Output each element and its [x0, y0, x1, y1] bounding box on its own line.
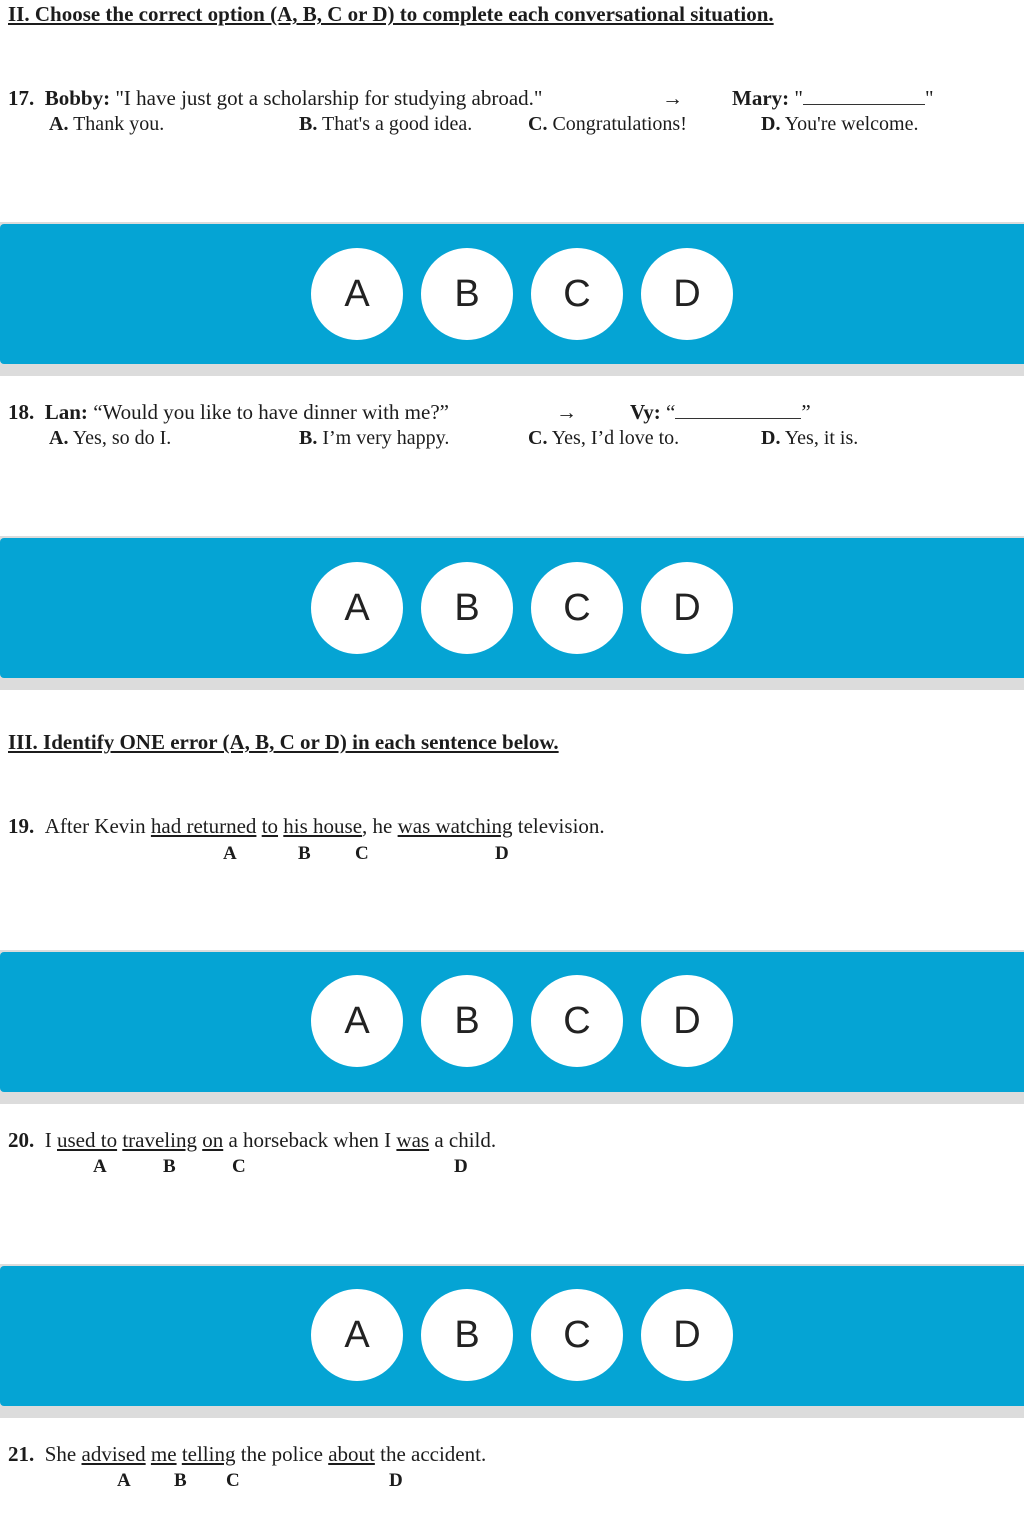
option-17-c: [528, 113, 687, 136]
option-18-c: [528, 427, 679, 450]
section-3-heading: III. Identify ONE error (A, B, C or D) in each sentence below.: [8, 730, 559, 754]
error-option-d: was watching: [397, 814, 513, 838]
sentence-part: the accident.: [380, 1442, 487, 1466]
sentence-part: After Kevin: [44, 814, 146, 838]
option-17-b: [299, 113, 472, 136]
sentence-part: a horseback when I: [228, 1128, 392, 1152]
close-quote: ”: [801, 400, 811, 424]
error-label-c: C: [226, 1470, 240, 1491]
question-17-prompt: "I have just got a scholarship for studying abroad.": [115, 86, 543, 110]
sentence-part: television.: [517, 814, 605, 838]
option-letter: A.: [49, 427, 69, 449]
section-2-heading: II. Choose the correct option (A, B, C or D) to complete each conversational situation.: [8, 2, 774, 26]
question-number: 17.: [8, 86, 35, 110]
option-18-d: [761, 427, 858, 450]
question-number: 19.: [8, 814, 35, 838]
error-option-b: traveling: [122, 1128, 197, 1152]
question-number: 20.: [8, 1128, 35, 1152]
error-option-a: advised: [81, 1442, 146, 1466]
option-text: I’m very happy.: [322, 427, 450, 449]
sentence-part: the police: [240, 1442, 323, 1466]
blank-line: [803, 104, 925, 105]
error-label-c: C: [232, 1156, 246, 1177]
speaker-bobby: Bobby:: [44, 86, 111, 110]
error-label-c: C: [355, 843, 369, 864]
sentence-part: , he: [362, 814, 393, 838]
sentence-part: She: [44, 1442, 77, 1466]
error-option-b: me: [150, 1442, 177, 1466]
option-text: Yes, I’d love to.: [551, 427, 680, 449]
answer-c-button-20[interactable]: C: [531, 1289, 623, 1381]
answer-d-button-20[interactable]: D: [641, 1289, 733, 1381]
blank-line: [675, 418, 801, 419]
error-option-c: telling: [181, 1442, 236, 1466]
answer-b-button-20[interactable]: B: [421, 1289, 513, 1381]
answer-a-button-19[interactable]: A: [311, 975, 403, 1067]
question-21-text: [8, 1442, 486, 1467]
arrow: →: [556, 400, 577, 424]
question-18-prompt: “Would you like to have dinner with me?”: [93, 400, 449, 424]
sentence-part: a child.: [434, 1128, 497, 1152]
speaker-mary: Mary:: [732, 86, 790, 110]
error-label-a: A: [93, 1156, 107, 1177]
answer-b-button-18[interactable]: B: [421, 562, 513, 654]
answer-d-button-17[interactable]: D: [641, 248, 733, 340]
arrow: →: [662, 86, 683, 110]
question-card-17: [0, 0, 1024, 222]
error-option-a: had returned: [150, 814, 257, 838]
error-label-d: D: [389, 1470, 403, 1491]
question-number: 21.: [8, 1442, 35, 1466]
option-letter: A.: [49, 113, 69, 135]
answer-c-button-18[interactable]: C: [531, 562, 623, 654]
close-quote: ": [924, 86, 934, 110]
error-option-d: was: [396, 1128, 430, 1152]
sentence-part: I: [44, 1128, 52, 1152]
option-18-a: [49, 427, 171, 450]
answer-a-button-18[interactable]: A: [311, 562, 403, 654]
error-label-a: A: [223, 843, 237, 864]
question-card-20: [0, 1104, 1024, 1264]
error-label-a: A: [117, 1470, 131, 1491]
answer-a-button-17[interactable]: A: [311, 248, 403, 340]
option-17-d: [761, 113, 919, 136]
question-20-text: [8, 1128, 496, 1153]
answer-d-button-19[interactable]: D: [641, 975, 733, 1067]
question-card-21: [0, 1418, 1024, 1516]
error-label-b: B: [163, 1156, 176, 1177]
option-text: Yes, it is.: [784, 427, 859, 449]
answer-b-button-17[interactable]: B: [421, 248, 513, 340]
answer-d-button-18[interactable]: D: [641, 562, 733, 654]
error-option-a: used to: [57, 1128, 118, 1152]
option-18-b: [299, 427, 449, 450]
error-option-c: on: [202, 1128, 224, 1152]
option-letter: C.: [528, 113, 548, 135]
option-letter: C.: [528, 427, 548, 449]
option-text: Congratulations!: [552, 113, 687, 135]
answer-c-button-19[interactable]: C: [531, 975, 623, 1067]
option-text: Yes, so do I.: [72, 427, 172, 449]
open-quote: “: [665, 400, 676, 424]
error-option-d: about: [328, 1442, 375, 1466]
option-17-a: [49, 113, 164, 136]
option-text: That's a good idea.: [321, 113, 473, 135]
option-text: Thank you.: [73, 113, 165, 135]
question-number: 18.: [8, 400, 35, 424]
speaker-lan: Lan:: [44, 400, 88, 424]
question-18-text: [8, 400, 449, 425]
option-letter: D.: [761, 427, 781, 449]
speaker-vy: Vy:: [630, 400, 661, 424]
error-option-b: to: [261, 814, 279, 838]
question-19-text: [8, 814, 605, 839]
option-letter: D.: [761, 113, 781, 135]
question-17-text: [8, 86, 543, 111]
error-label-d: D: [454, 1156, 468, 1177]
answer-blank-17: [732, 86, 934, 111]
answer-a-button-20[interactable]: A: [311, 1289, 403, 1381]
answer-b-button-19[interactable]: B: [421, 975, 513, 1067]
error-option-c: his house: [283, 814, 363, 838]
option-text: You're welcome.: [784, 113, 919, 135]
error-label-b: B: [174, 1470, 187, 1491]
option-letter: B.: [299, 427, 318, 449]
answer-blank-18: [630, 400, 811, 425]
question-card-18: [0, 376, 1024, 536]
open-quote: ": [794, 86, 803, 110]
question-card-19: [0, 690, 1024, 950]
option-letter: B.: [299, 113, 318, 135]
answer-c-button-17[interactable]: C: [531, 248, 623, 340]
error-label-b: B: [298, 843, 311, 864]
error-label-d: D: [495, 843, 509, 864]
